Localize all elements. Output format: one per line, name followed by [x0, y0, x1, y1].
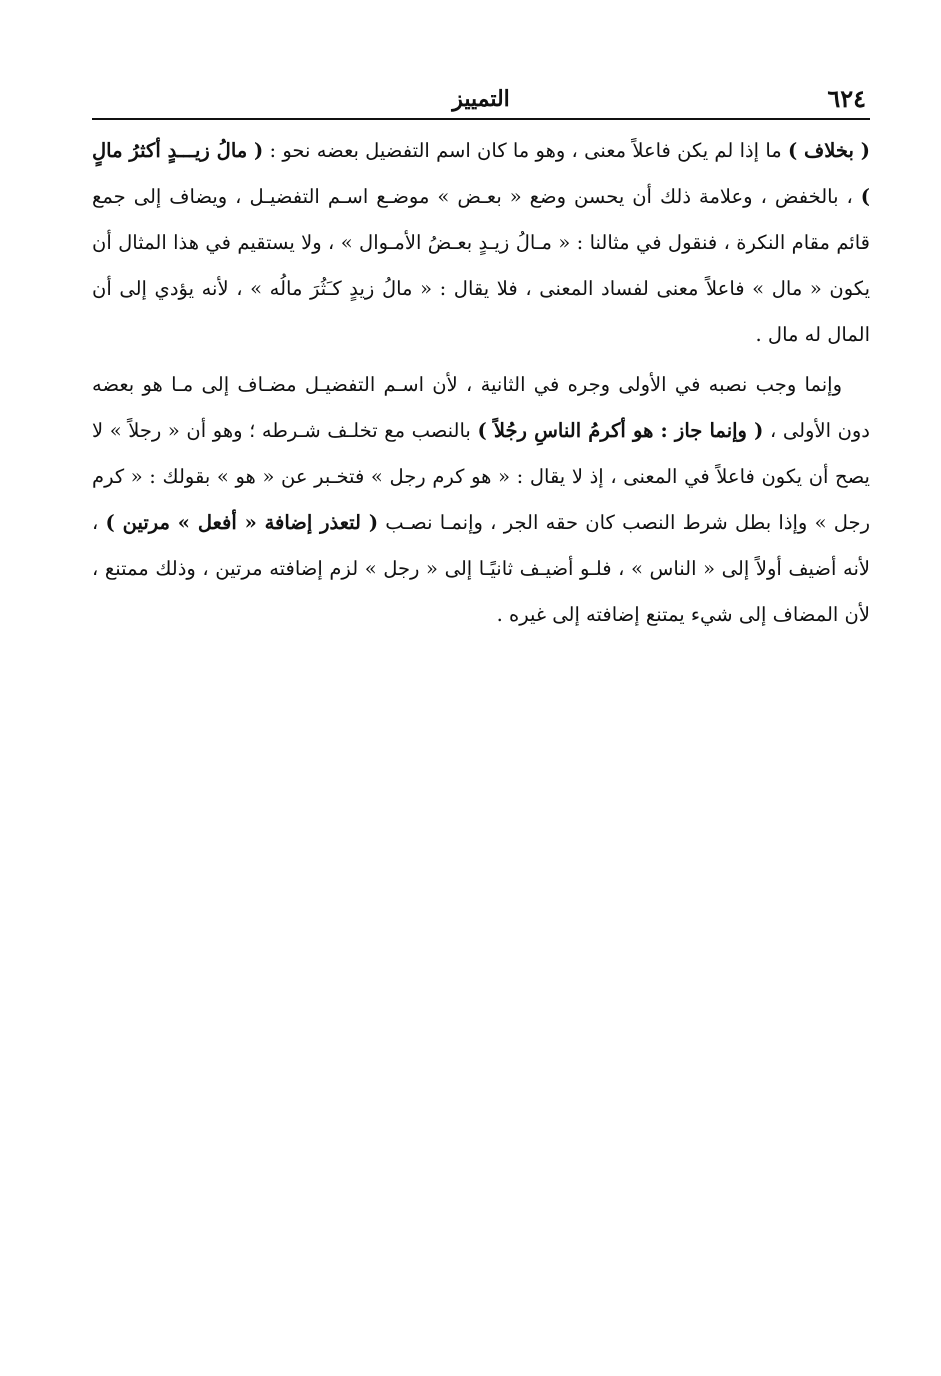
text-segment: ( بخلاف ): [787, 139, 870, 162]
page-number: ٦٢٤: [827, 84, 866, 113]
header-rule: [92, 118, 870, 120]
text-segment: ( لتعذر إضافة « أفعل » مرتين ): [105, 511, 379, 534]
text-segment: ما إذا لم يكن فاعلاً معنى ، وهو ما كان اسم التفضيل بعضه نحو :: [263, 139, 788, 162]
text-segment: ( وإنما جاز : هو أكرمُ الناسِ رجُلاً ): [477, 419, 764, 442]
body-text: [92, 128, 870, 638]
paragraph-2: [92, 362, 870, 638]
text-segment: ، بالخفض ، وعلامة ذلك أن يحسن وضع « بعـض » موضـع اسـم التفضيـل ، ويضاف إلى جمع قائم مقام النكرة ، فنقول في مثالنا : « مـالُ زيـدٍ بعـضُ الأمـوال » ، ولا يستقيم في هذا المثال أن يكون « مال » فاعلاً معنى لفساد المعنى ، فلا يقال : « مالُ زيدٍ كـَثُرَ مالُه » ، لأنه يؤدي إلى أن المال له مال .: [92, 185, 870, 346]
text-segment: بالنصب مع تخلـف شـرطه ؛ وهو أن « رجلاً » لا يصح أن يكون فاعلاً في المعنى ، إذ لا يقال : « هو كرم رجل » فتخـبر عن « هو » بقولك : « كرم رجل » وإذا بطل شرط النصب كان حقه الجر ، وإنمـا نصـب: [92, 419, 871, 534]
text-segment: ( مالُ زيـــدٍ أكثرُ مالٍ ): [92, 139, 870, 208]
paragraph-1: [92, 128, 870, 358]
page-header: [92, 84, 870, 114]
text-segment: ، لأنه أضيف أولاً إلى « الناس » ، فلـو أضيـف ثانيًـا إلى « رجل » لزم إضافته مرتين ، وذلك ممتنع ، لأن المضاف إلى شيء يمتنع إضافته إلى غيره .: [92, 511, 870, 626]
running-title: التمييز: [452, 86, 510, 112]
text-segment: وإنما وجب نصبه في الأولى وجره في الثانية ، لأن اسـم التفضيـل مضـاف إلى مـا هو بعضه دون الأولى ،: [92, 373, 870, 442]
